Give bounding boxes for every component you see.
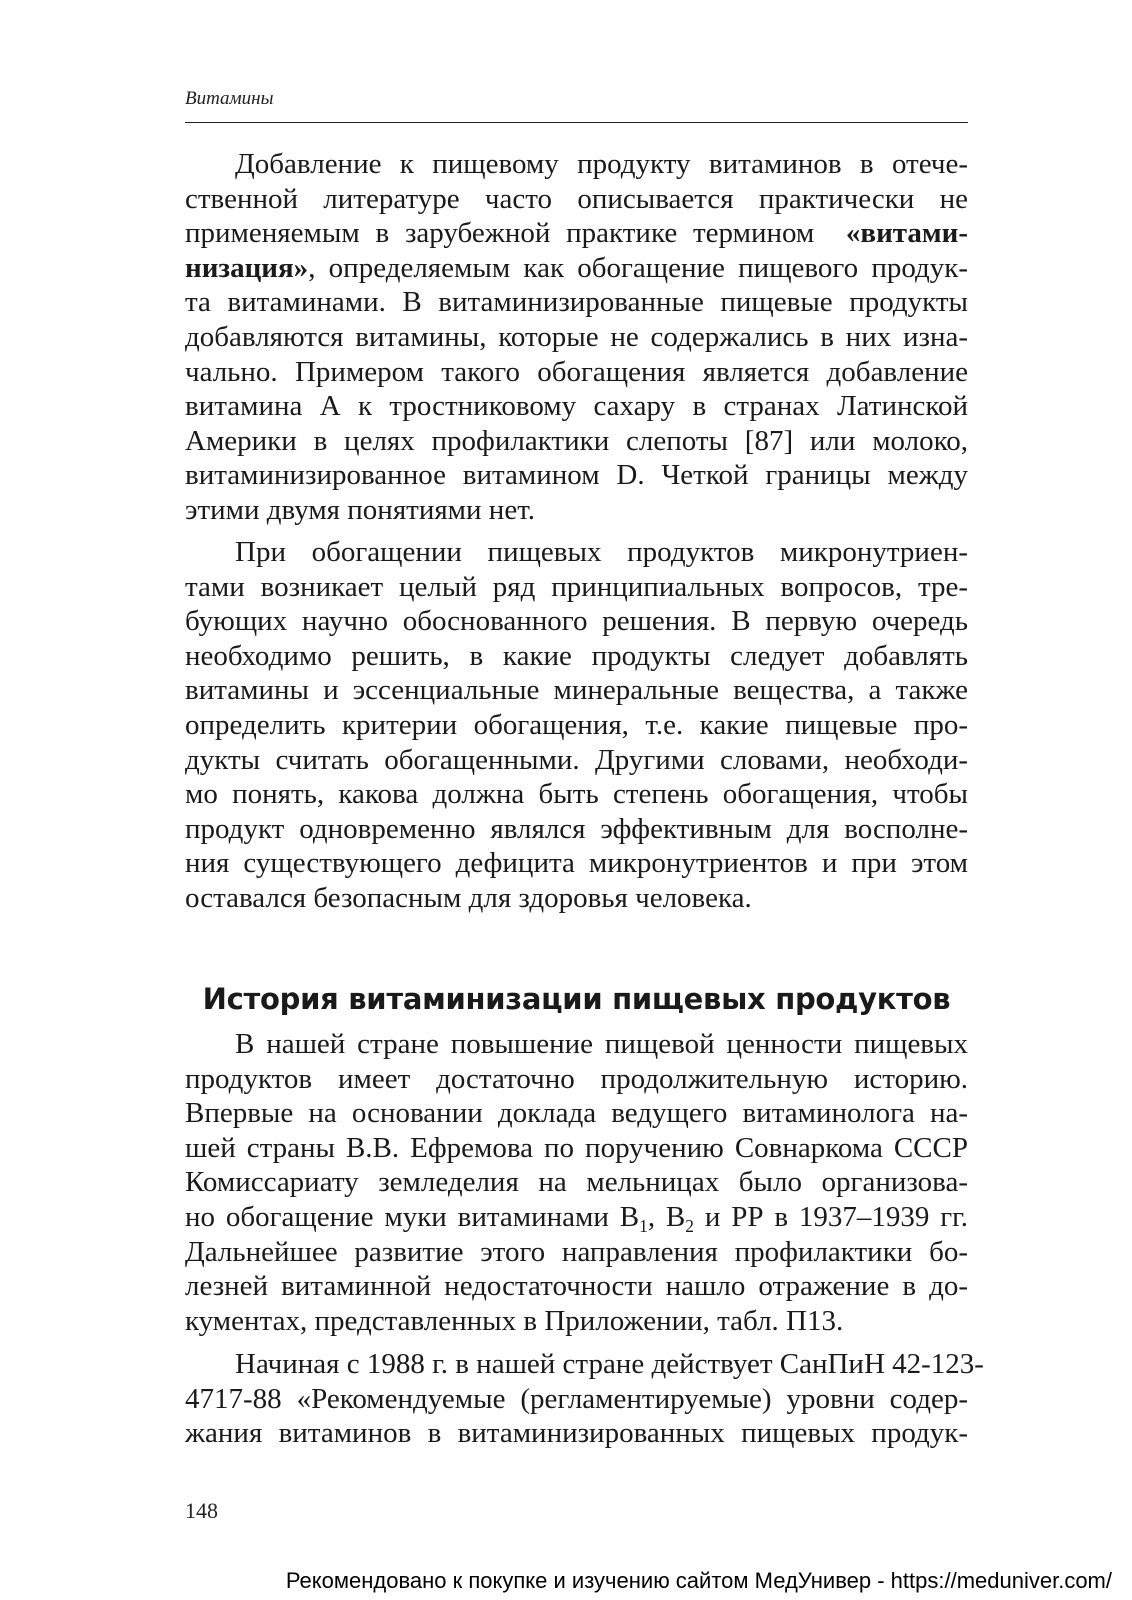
text-line: 4717-88 «Рекомендуемые (регламентируемые) уровни содер- (185, 1382, 968, 1415)
text-line: продукт одновременно являлся эффективным для восполне- (185, 812, 968, 845)
text-line: шей страны В.В. Ефремова по поручению Совнаркома СССР (185, 1131, 968, 1164)
text-line: чально. Примером такого обогащения является добавление (185, 355, 968, 388)
text-line (185, 216, 968, 251)
paragraph-fortification-questions (185, 535, 968, 916)
text-line: этими двумя понятиями нет. (185, 493, 535, 526)
text-line: ния существующего дефицита микронутриентов и при этом (185, 847, 968, 880)
paragraph-sanpin (185, 1347, 984, 1451)
text-line: бующих научно обоснованного решения. В первую очередь (185, 605, 968, 638)
text-line: Америки в целях профилактики слепоты [87] или молоко, (185, 424, 968, 457)
text-line: оставался безопасным для здоровья человека. (185, 881, 752, 914)
text-line: добавляются витамины, которые не содержались в них изна- (185, 320, 968, 353)
text-segment: но обогащение муки витаминами В (185, 1200, 640, 1233)
text-line: та витаминами. В витаминизированные пищевые продукты (185, 286, 968, 319)
text-line: Впервые на основании доклада ведущего витаминолога на- (185, 1097, 968, 1130)
text-segment: применяемым в зарубежной практике термином (185, 217, 815, 250)
text-line: жания витаминов в витаминизированных пищевых продук- (185, 1417, 968, 1450)
text-line (185, 251, 968, 286)
text-line: витамина А к тростниковому сахару в странах Латинской (185, 390, 968, 423)
term-bold: «витами- (845, 217, 968, 250)
term-bold: низация» (185, 251, 309, 284)
text-line: Начиная с 1988 г. в нашей стране действует СанПиН 42-123- (235, 1348, 984, 1380)
text-segment: , определяемым как обогащение пищевого продук- (308, 251, 968, 284)
text-line: Добавление к пищевому продукту витаминов в отече- (235, 148, 968, 180)
text-segment: и РР в 1937–1939 гг. (693, 1200, 968, 1233)
text-line: необходимо решить, в какие продукты следует добавлять (185, 639, 968, 672)
subscript: 1 (639, 1216, 648, 1237)
paragraph-vitaminization-term (185, 147, 968, 528)
header-rule (185, 122, 968, 123)
text-line: кументах, представленных в Приложении, табл. П13. (185, 1304, 844, 1337)
text-line: тами возникает целый ряд принципиальных вопросов, тре- (185, 570, 968, 603)
text-line: лезней витаминной недостаточности нашло отражение в до- (185, 1270, 968, 1303)
text-line: продуктов имеет достаточно продолжительную историю. (185, 1062, 968, 1095)
running-head: Витамины (185, 88, 274, 109)
text-line: определить критерии обогащения, т.е. какие пищевые про- (185, 708, 968, 741)
text-line: витаминизированное витамином D. Четкой границы между (185, 459, 968, 492)
text-line: ственной литературе часто описывается практически не (185, 182, 968, 215)
text-line: мо понять, какова должна быть степень обогащения, чтобы (185, 778, 968, 811)
text-line: дукты считать обогащенными. Другими словами, необходи- (185, 743, 968, 776)
text-line: витамины и эссенциальные минеральные вещества, а также (185, 674, 968, 707)
subscript: 2 (685, 1216, 694, 1237)
text-line: При обогащении пищевых продуктов микронутриен- (235, 536, 968, 568)
text-line: В нашей стране повышение пищевой ценности пищевых (235, 1028, 968, 1060)
text-line: Комиссариату земледелия на мельницах было организова- (185, 1166, 968, 1199)
watermark-link[interactable]: Рекомендовано к покупке и изучению сайтом МедУнивер - https://meduniver.com/ (285, 1568, 1112, 1593)
text-segment: , В (647, 1200, 686, 1233)
text-line (185, 1200, 968, 1235)
page-number: 148 (185, 1498, 218, 1523)
section-heading: История витаминизации пищевых продуктов (202, 982, 951, 1016)
text-line: Дальнейшее развитие этого направления профилактики бо- (185, 1235, 968, 1268)
paragraph-history (185, 1027, 968, 1338)
